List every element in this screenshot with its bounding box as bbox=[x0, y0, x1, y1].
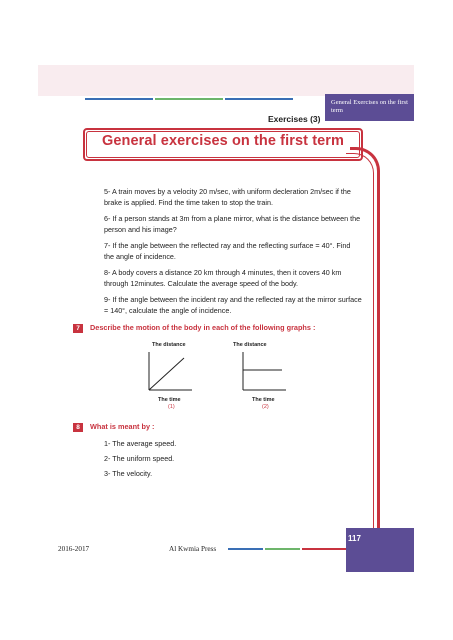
exercise-num: 5- bbox=[104, 187, 111, 196]
footer-stripe-red bbox=[302, 548, 346, 550]
definition-item: 2- The uniform speed. bbox=[104, 454, 175, 463]
footer-year: 2016-2017 bbox=[58, 545, 90, 553]
question-number: 7 bbox=[73, 324, 83, 333]
graph-1 bbox=[144, 350, 194, 395]
exercise-item bbox=[104, 186, 362, 208]
question-text: Describe the motion of the body in each of the following graphs : bbox=[90, 323, 316, 332]
footer-stripe-blue bbox=[228, 548, 263, 550]
exercise-text: A body covers a distance 20 km through 4 minutes, then it covers 40 km through 12minutes. Calculate the average speed of the body. bbox=[104, 268, 342, 288]
exercise-text: If a person stands at 3m from a plane mirror, what is the distance between the person and his image? bbox=[104, 214, 361, 234]
exercise-num: 7- bbox=[104, 241, 111, 250]
graph-2 bbox=[238, 350, 288, 395]
subheading: Exercises (3) bbox=[268, 114, 321, 124]
exercise-item bbox=[104, 240, 362, 262]
exercise-num: 8- bbox=[104, 268, 111, 277]
section-label: General Exercises on the first term bbox=[325, 94, 414, 121]
header-stripe-green bbox=[155, 98, 223, 100]
graph-xlabel: The time bbox=[252, 397, 275, 403]
page-number: 117 bbox=[348, 534, 361, 543]
graph-number: (2) bbox=[262, 404, 269, 410]
graph-ylabel: The distance bbox=[152, 342, 186, 348]
graph-ylabel: The distance bbox=[233, 342, 267, 348]
definition-item: 3- The velocity. bbox=[104, 469, 153, 478]
exercise-num: 9- bbox=[104, 295, 111, 304]
header-band bbox=[38, 65, 414, 96]
question-number: 8 bbox=[73, 423, 83, 432]
exercise-text: If the angle between the incident ray and the reflected ray at the mirror surface = 140°, calculate the angle of incidence. bbox=[104, 295, 362, 315]
header-stripe-blue bbox=[85, 98, 153, 100]
exercise-item bbox=[104, 294, 362, 316]
exercise-item bbox=[104, 267, 362, 289]
graph-number: (1) bbox=[168, 404, 175, 410]
footer-press: Al Kwmia Press bbox=[169, 545, 217, 553]
definition-item: 1- The average speed. bbox=[104, 439, 177, 448]
exercise-num: 6- bbox=[104, 214, 111, 223]
exercise-text: A train moves by a velocity 20 m/sec, with uniform decleration 2m/sec if the brake is applied. Find the time taken to stop the train. bbox=[104, 187, 351, 207]
question-text: What is meant by : bbox=[90, 422, 155, 431]
graph-1-line bbox=[149, 358, 184, 390]
graph-xlabel: The time bbox=[158, 397, 181, 403]
footer-stripe-green bbox=[265, 548, 300, 550]
exercise-item bbox=[104, 213, 362, 235]
exercise-text: If the angle between the reflected ray and the reflecting surface = 40°. Find the angle of incidence. bbox=[104, 241, 351, 261]
header-stripe-blue-2 bbox=[225, 98, 293, 100]
page-title: General exercises on the first term bbox=[101, 133, 345, 149]
